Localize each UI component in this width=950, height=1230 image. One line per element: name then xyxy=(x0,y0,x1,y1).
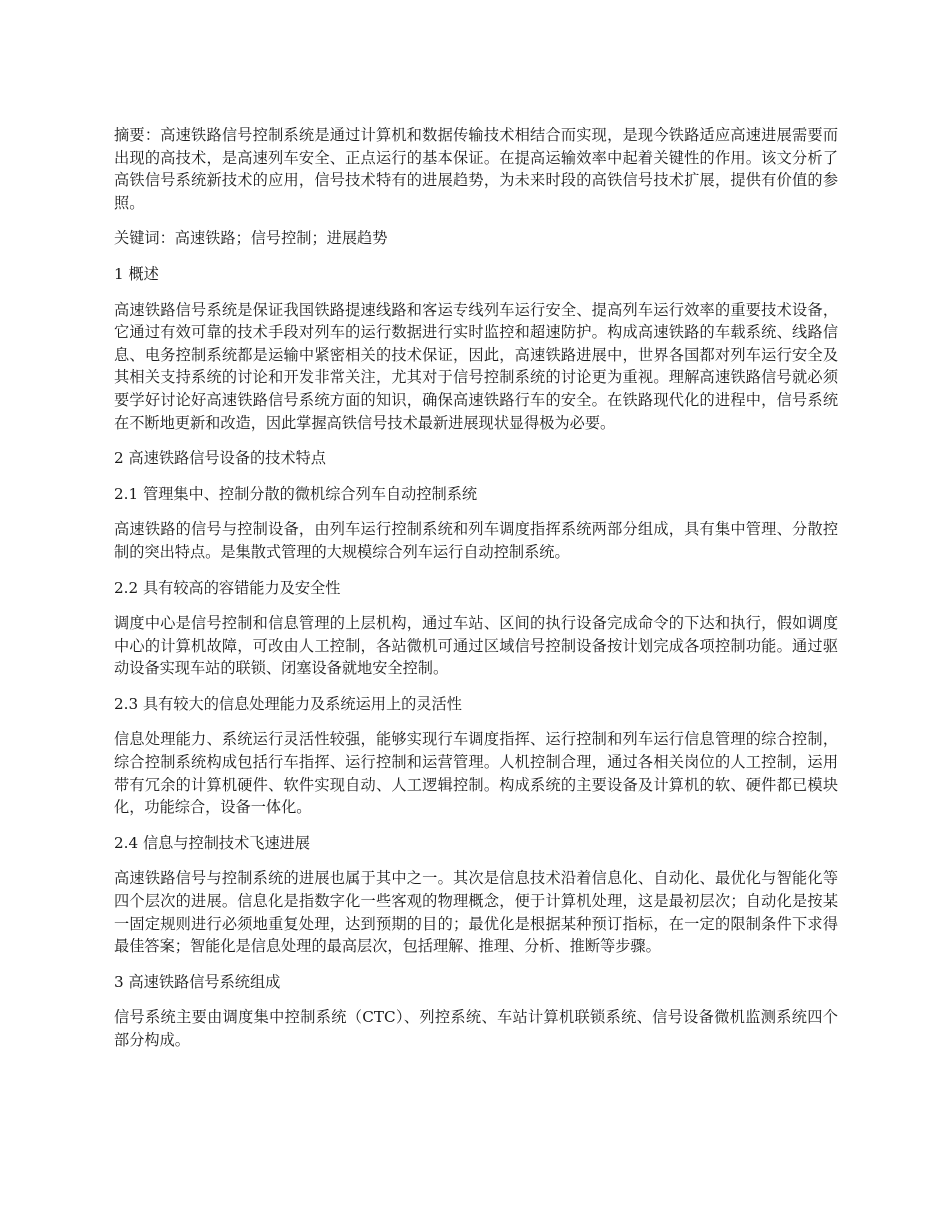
section-paragraph-2-2: 调度中心是信号控制和信息管理的上层机构，通过车站、区间的执行设备完成命令的下达和执行，假如调度中心的计算机故障，可改由人工控制，各站微机可通过区域信号控制设备按计划完成各项控制功能。通过驱动设备实现车站的联锁、闭塞设备就地安全控制。 xyxy=(114,614,838,678)
section-heading-2-4: 2.4 信息与控制技术飞速进展 xyxy=(114,833,311,852)
section-heading-2-2: 2.2 具有较高的容错能力及安全性 xyxy=(114,578,341,597)
section-paragraph-2-3: 信息处理能力、系统运行灵活性较强，能够实现行车调度指挥、运行控制和列车运行信息管理的综合控制，综合控制系统构成包括行车指挥、运行控制和运营管理。人机控制合理，通过各相关岗位的人工控制，运用带有冗余的计算机硬件、软件实现自动、人工逻辑控制。构成系统的主要设备及计算机的软、硬件都已模块化，功能综合，设备一体化。 xyxy=(114,730,838,817)
section-heading-1: 1 概述 xyxy=(114,264,159,283)
section-paragraph-2-4: 高速铁路信号与控制系统的进展也属于其中之一。其次是信息技术沿着信息化、自动化、最优化与智能化等四个层次的进展。信息化是指数字化一些客观的物理概念，便于计算机处理，这是最初层次；自动化是按某一固定规则进行必须地重复处理，达到预期的目的；最优化是根据某种预订指标，在一定的限制条件下求得最佳答案；智能化是信息处理的最高层次，包括理解、推理、分析、推断等步骤。 xyxy=(114,869,838,956)
abstract-paragraph: 摘要：高速铁路信号控制系统是通过计算机和数据传输技术相结合而实现，是现今铁路适应高速进展需要而出现的高技术，是高速列车安全、正点运行的基本保证。在提高运输效率中起着关键性的作用。该文分析了高铁信号系统新技术的应用，信号技术特有的进展趋势，为未来时段的高铁信号技术扩展，提供有价值的参照。 xyxy=(114,126,838,212)
section-paragraph-3: 信号系统主要由调度集中控制系统（CTC）、列控系统、车站计算机联锁系统、信号设备微机监测系统四个部分构成。 xyxy=(114,1008,838,1049)
section-heading-2: 2 高速铁路信号设备的技术特点 xyxy=(114,449,326,468)
keywords-line: 关键词：高速铁路；信号控制；进展趋势 xyxy=(114,229,388,248)
document-body xyxy=(114,124,838,1065)
section-paragraph-2-1: 高速铁路的信号与控制设备，由列车运行控制系统和列车调度指挥系统两部分组成，具有集中管理、分散控制的突出特点。是集散式管理的大规模综合列车运行自动控制系统。 xyxy=(114,520,838,561)
section-paragraph-1: 高速铁路信号系统是保证我国铁路提速线路和客运专线列车运行安全、提高列车运行效率的重要技术设备，它通过有效可靠的技术手段对列车的运行数据进行实时监控和超速防护。构成高速铁路的车载系统、线路信息、电务控制系统都是运输中紧密相关的技术保证，因此，高速铁路进展中，世界各国都对列车运行安全及其相关支持系统的讨论和开发非常关注，尤其对于信号控制系统的讨论更为重视。理解高速铁路信号就必须要学好讨论好高速铁路信号系统方面的知识，确保高速铁路行车的安全。在铁路现代化的进程中，信号系统在不断地更新和改造，因此掌握高铁信号技术最新进展现状显得极为必要。 xyxy=(114,300,838,432)
section-heading-2-1: 2.1 管理集中、控制分散的微机综合列车自动控制系统 xyxy=(114,484,478,503)
section-heading-2-3: 2.3 具有较大的信息处理能力及系统运用上的灵活性 xyxy=(114,694,462,713)
section-heading-3: 3 高速铁路信号系统组成 xyxy=(114,972,281,991)
